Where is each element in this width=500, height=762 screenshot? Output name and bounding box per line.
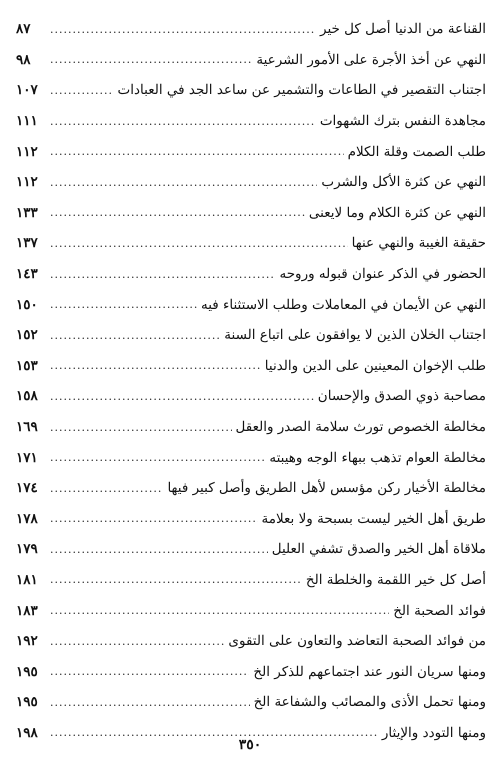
dot-leader — [50, 176, 317, 189]
toc-entry — [16, 228, 486, 259]
dot-leader — [50, 482, 163, 495]
toc-entry-title: مخالطة العوام تذهب ببهاء الوجه وهيبته — [269, 449, 486, 466]
toc-entry-title: أصل كل خير اللقمة والخلطة الخ — [305, 571, 486, 588]
toc-entry-page: ١٧١ — [16, 449, 38, 466]
toc-entry-page: ١٥٢ — [16, 327, 38, 344]
toc-entry-title: طريق أهل الخير ليست بسبحة ولا بعلامة — [261, 510, 486, 527]
dot-leader — [50, 390, 314, 403]
toc-entry — [16, 473, 486, 504]
dot-leader — [50, 329, 220, 342]
toc-entry-title: فوائد الصحبة الخ — [393, 602, 486, 619]
page-number: ٣٥٠ — [238, 737, 262, 753]
toc-entry — [16, 320, 486, 351]
toc-entry — [16, 595, 486, 626]
dot-leader — [50, 145, 344, 158]
toc-entry-page: ١٣٣ — [16, 204, 38, 221]
dot-leader — [50, 573, 302, 586]
toc-entry-title: النهي عن كثرة الأكل والشرب — [321, 174, 486, 191]
toc-entry-page: ١٧٨ — [16, 510, 38, 527]
toc-entry — [16, 381, 486, 412]
toc-entry — [16, 351, 486, 382]
toc-entry — [16, 687, 486, 718]
dot-leader — [50, 696, 250, 709]
dot-leader — [50, 53, 252, 66]
dot-leader — [50, 421, 232, 434]
toc-entry — [16, 412, 486, 443]
dot-leader — [50, 451, 265, 464]
toc-entry-title: الحضور في الذكر عنوان قبوله وروحه — [279, 266, 486, 283]
toc-entry-page: ٨٧ — [16, 21, 31, 38]
toc-entry — [16, 106, 486, 137]
toc-entry-title: مخالطة الأخيار ركن مؤسس لأهل الطريق وأصل كبير فيها — [167, 480, 486, 497]
toc-entry-title: من فوائد الصحبة التعاضد والتعاون على التقوى — [228, 633, 486, 650]
toc-entry-page: ١٦٩ — [16, 419, 38, 436]
toc-entry — [16, 442, 486, 473]
toc-entry — [16, 504, 486, 535]
toc-entry — [16, 198, 486, 229]
toc-entry-title: النهي عن كثرة الكلام وما لايعنى — [308, 204, 486, 221]
toc-entry-page: ١٨٣ — [16, 602, 38, 619]
toc-entry-page: ١٤٣ — [16, 266, 38, 283]
toc-entry-title: مجاهدة النفس بترك الشهوات — [319, 113, 486, 130]
table-of-contents — [16, 14, 486, 748]
toc-entry-title: النهي عن الأيمان في المعاملات وطلب الاستثناء فيه — [200, 296, 486, 313]
toc-entry-title: طلب الصمت وقلة الكلام — [347, 143, 486, 160]
toc-entry — [16, 289, 486, 320]
toc-entry — [16, 565, 486, 596]
toc-entry-page: ١٩٥ — [16, 694, 38, 711]
dot-leader — [50, 84, 114, 97]
toc-entry-title: ومنها سريان النور عند اجتماعهم للذكر الخ — [253, 663, 486, 680]
toc-entry-page: ١٧٩ — [16, 541, 38, 558]
toc-entry-title: مخالطة الخصوص تورث سلامة الصدر والعقل — [235, 419, 486, 436]
toc-entry-page: ١٨١ — [16, 571, 38, 588]
toc-entry-page: ١١٢ — [16, 143, 38, 160]
toc-entry — [16, 14, 486, 45]
toc-entry-title: طلب الإخوان المعينين على الدين والدنيا — [264, 357, 486, 374]
dot-leader — [50, 635, 224, 648]
dot-leader — [50, 268, 275, 281]
toc-entry-page: ١١٢ — [16, 174, 38, 191]
toc-entry-page: ١٩٨ — [16, 724, 38, 741]
toc-entry — [16, 626, 486, 657]
toc-entry-page: ١٧٤ — [16, 480, 38, 497]
toc-entry — [16, 75, 486, 106]
toc-entry-title: ومنها التودد والإيثار — [381, 724, 486, 741]
toc-entry — [16, 167, 486, 198]
toc-entry — [16, 534, 486, 565]
toc-entry-page: ١٩٢ — [16, 633, 38, 650]
toc-entry — [16, 656, 486, 687]
dot-leader — [50, 543, 268, 556]
dot-leader — [50, 665, 249, 678]
toc-entry-title: ملاقاة أهل الخير والصدق تشفي العليل — [271, 541, 486, 558]
dot-leader — [50, 604, 389, 617]
dot-leader — [50, 359, 261, 372]
toc-entry — [16, 259, 486, 290]
toc-entry-title: النهي عن أخذ الأجرة على الأمور الشرعية — [256, 51, 486, 68]
dot-leader — [50, 115, 316, 128]
toc-entry-title: اجتناب التقصير في الطاعات والتشمير عن ساعد الجد في العبادات — [117, 82, 486, 99]
dot-leader — [50, 237, 348, 250]
toc-entry-page: ١٥٣ — [16, 357, 38, 374]
toc-entry — [16, 136, 486, 167]
toc-entry-title: اجتناب الخلان الذين لا يوافقون على اتباع السنة — [224, 327, 486, 344]
dot-leader — [50, 206, 305, 219]
toc-entry-page: ٩٨ — [16, 51, 31, 68]
dot-leader — [50, 512, 258, 525]
toc-entry-page: ١٣٧ — [16, 235, 38, 252]
toc-entry-page: ١١١ — [16, 113, 38, 130]
toc-entry-page: ١٠٧ — [16, 82, 38, 99]
toc-entry-title: مصاحبة ذوي الصدق والإحسان — [317, 388, 486, 405]
toc-entry-page: ١٥٠ — [16, 296, 38, 313]
toc-entry-page: ١٩٥ — [16, 663, 38, 680]
toc-entry — [16, 45, 486, 76]
dot-leader — [50, 298, 197, 311]
dot-leader — [50, 23, 316, 36]
toc-entry-page: ١٥٨ — [16, 388, 38, 405]
toc-entry-title: حقيقة الغيبة والنهي عنها — [351, 235, 486, 252]
toc-entry-title: القناعة من الدنيا أصل كل خير — [320, 21, 486, 38]
toc-entry-title: ومنها تحمل الأذى والمصائب والشفاعة الخ — [253, 694, 486, 711]
